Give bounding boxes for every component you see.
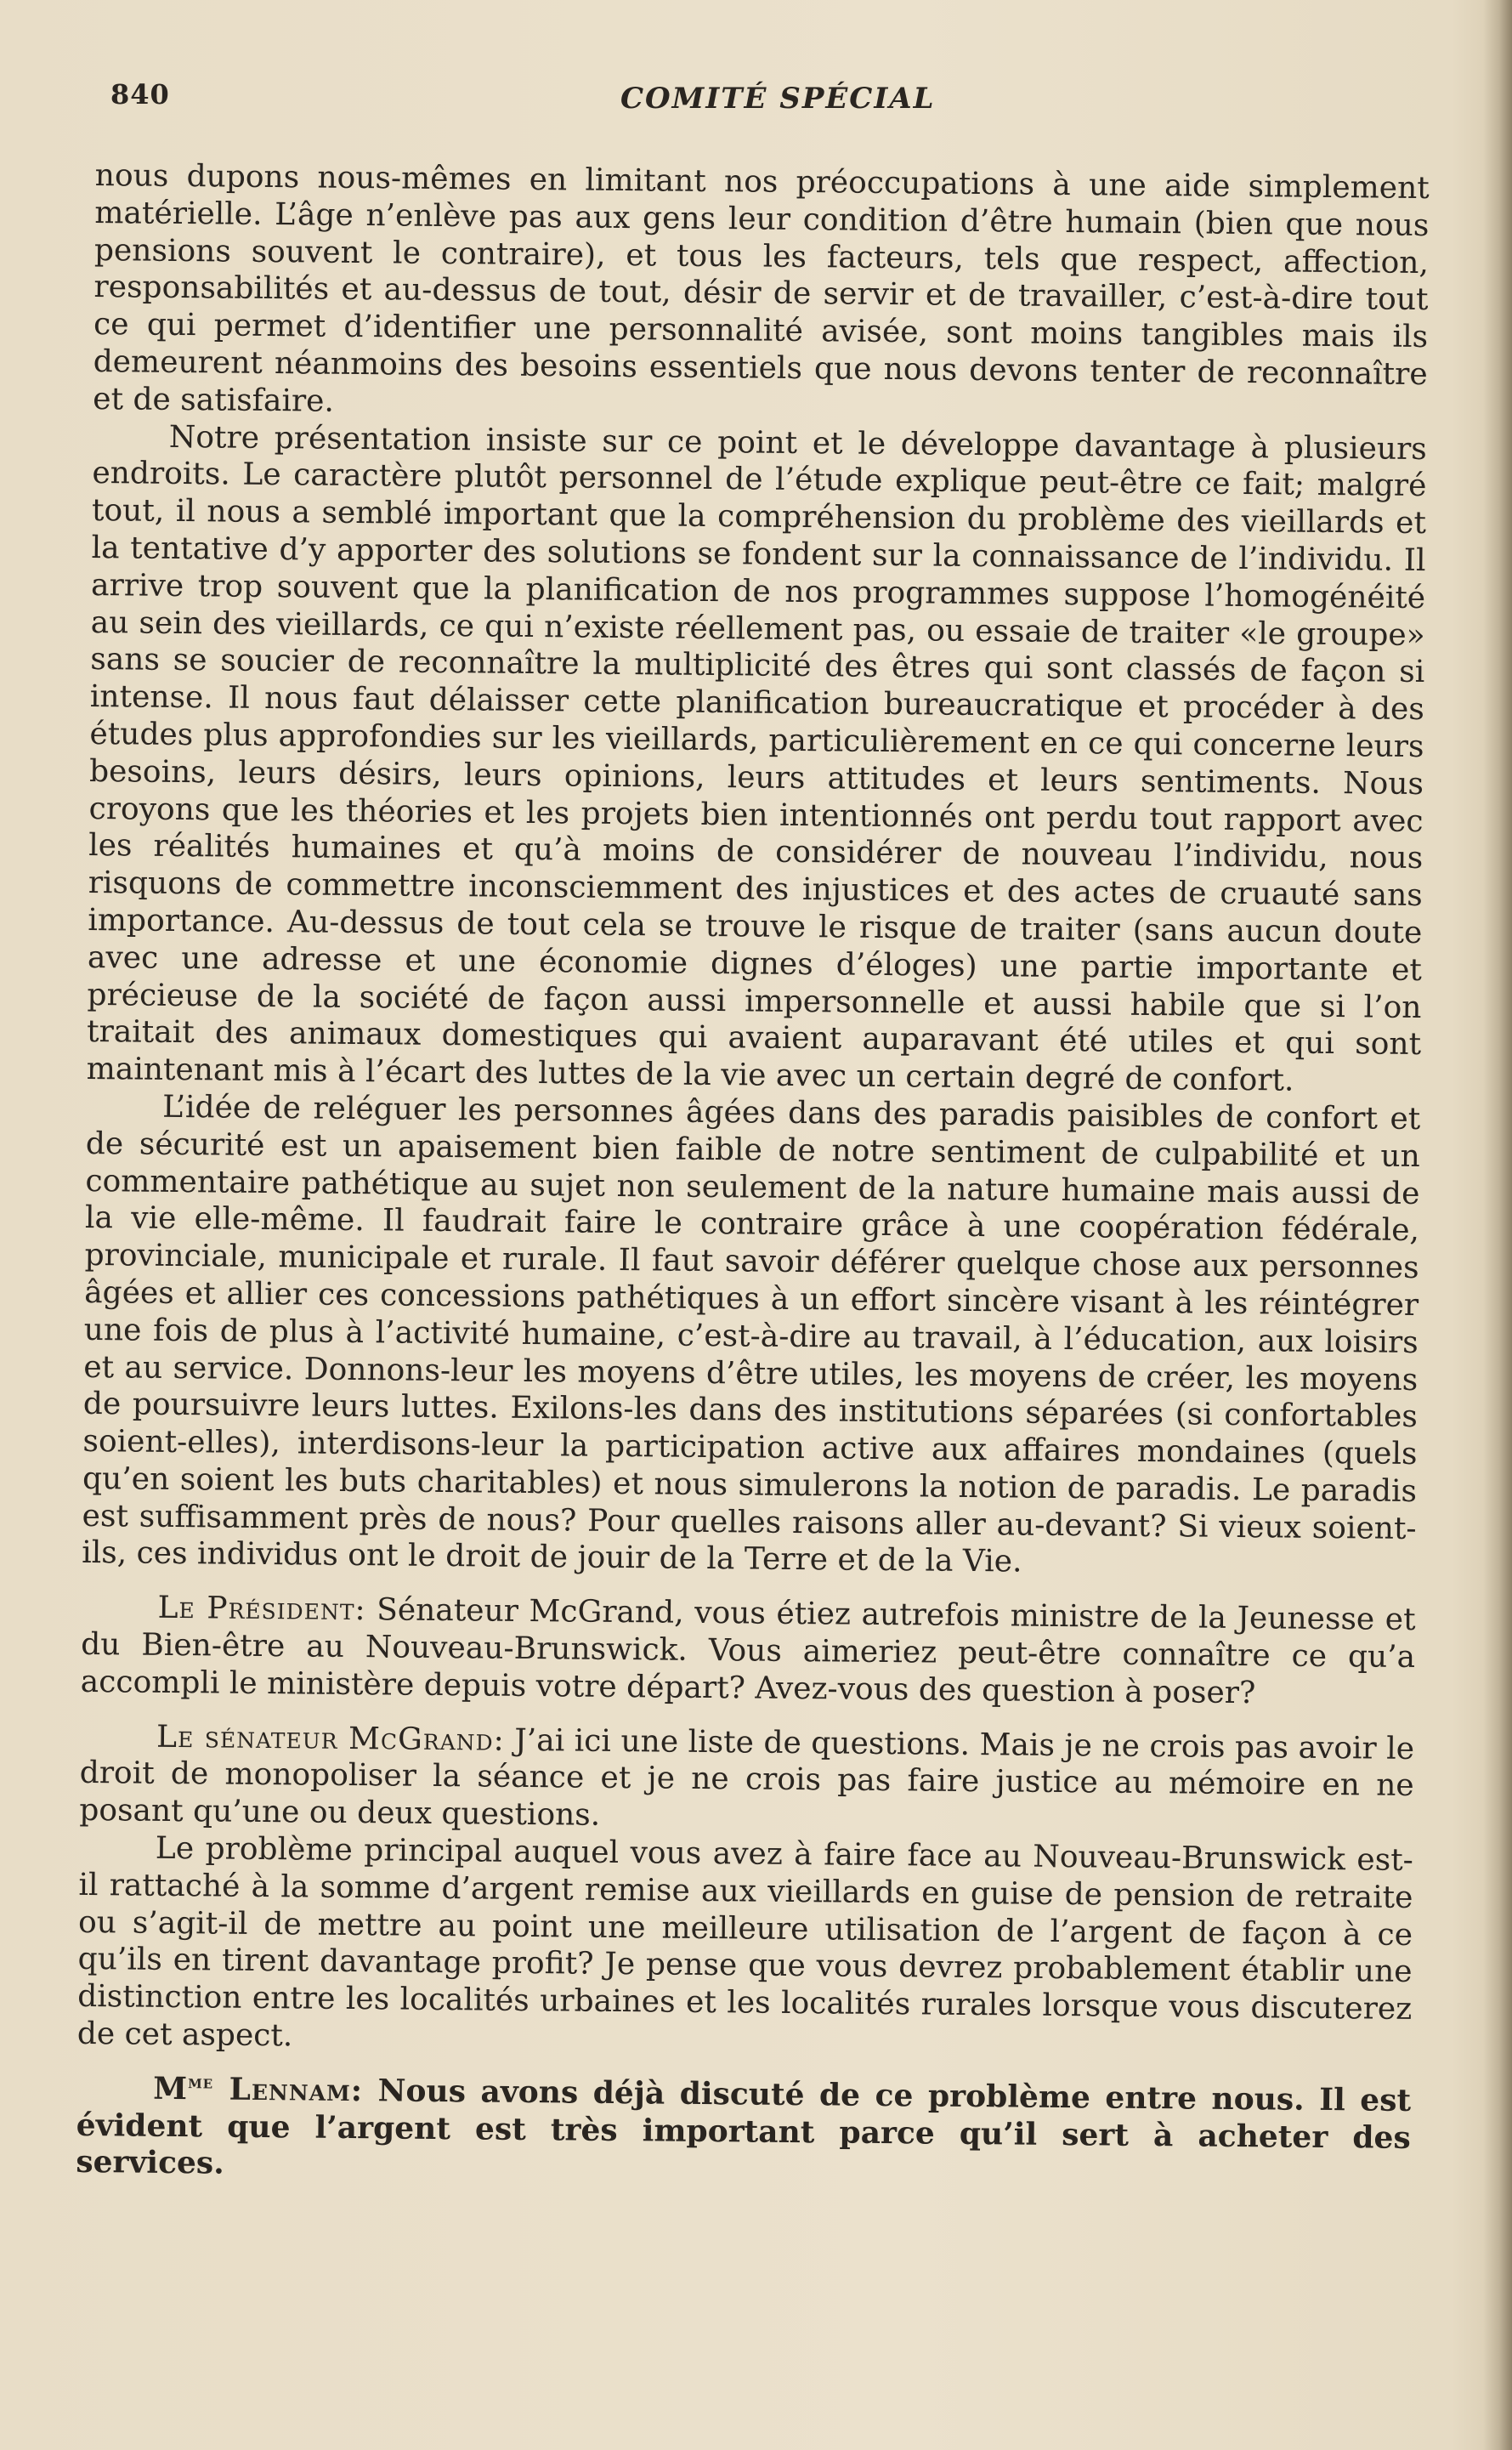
paragraph: Notre présentation insiste sur ce point et le développe davantage à plusieurs endroits. Le caractère plutôt personnel de l’étude explique peut-être ce fait; malgré tout, il nous a semblé important que la compréhension du problème des vieillards et la tentative d’y apporter des solutions se fondent sur la connaissance de l’individu. Il arrive trop souvent que la planification de nos programmes suppose l’homogénéité au sein des vieillards, ce qui n’existe réellement pas, ou essaie de traiter «le groupe» sans se soucier de reconnaître la multiplicité des êtres qui sont classés de façon si intense. Il nous faut délaisser cette planification bureaucratique et procéder à des études plus approfondies sur les vieillards, particulièrement en ce qui concerne leurs besoins, leurs désirs, leurs opinions, leurs attitudes et leurs sentiments. Nous croyons que les théories et les projets bien intentionnés ont perdu tout rapport avec les réalités humaines et qu’à moins de considérer de nouveau l’individu, nous risquons de commettre inconsciemment des injustices et des actes de cruauté sans importance. Au-dessus de tout cela se trouve le risque de traiter (sans aucun doute avec une adresse et une économie dignes d’éloges) une partie importante et précieuse de la société de façon aussi impersonnelle et aussi habile que si l’on traitait des animaux domestiques qui avaient auparavant été utiles et qui sont maintenant mis à l’écart des luttes de la vie avec un certain degré de confort. xyxy=(86,419,1427,1098)
speech-paragraph xyxy=(79,1718,1414,1842)
speaker-prefix: M xyxy=(152,2070,189,2107)
paragraph: L’idée de reléguer les personnes âgées dans des paradis paisibles de confort et de sécurité est un apaisement bien faible de notre sentiment de culpabilité et un commentaire pathétique au sujet non seulement de la nature humaine mais aussi de la vie elle-même. Il faudrait faire le contraire grâce à une coopération fédérale, provinciale, municipale et rurale. Il faut savoir déférer quelque chose aux personnes âgées et allier ces concessions pathétiques à un effort sincère visant à les réintégrer une fois de plus à l’activité humaine, c’est-à-dire au travail, à l’éducation, aux loisirs et au service. Donnons-leur les moyens d’être utiles, les moyens de créer, les moyens de poursuivre leurs luttes. Exilons-les dans des institutions séparées (si confortables soient-elles), interdisons-leur la participation active aux affaires mondaines (quels qu’en soient les buts charitables) et nous simulerons la notion de paradis. Le paradis est suffisamment près de nous? Pour quelles raisons aller au-devant? Si vieux soient-ils, ces individus ont le droit de jouir de la Terre et de la Vie. xyxy=(82,1089,1421,1580)
speech-text: Nous avons déjà discuté de ce problème entre nous. Il est évident que l’argent est très important parce qu’il sert à acheter des services. xyxy=(76,2073,1412,2182)
speaker-title-superscript: me xyxy=(188,2070,214,2094)
speech-text: Sénateur McGrand, vous étiez autrefois ministre de la Jeunesse et du Bien-être au Nouveau-Brunswick. Vous aimeriez peut-être connaître ce qu’a accompli le ministère depuis votre départ? Avez-vous des question à poser? xyxy=(80,1592,1416,1711)
speech-text: Le problème principal auquel vous avez à faire face au Nouveau-Brunswick est-il rattaché à la somme d’argent remise aux vieillards en guise de pension de retraite ou s’agit-il de mettre au point une meilleure utilisation de l’argent de façon à ce qu’ils en tirent davantage profit? Je pense que vous devrez probablement établir une distinction entre les localités urbaines et les localités rurales lorsque vous discuterez de cet aspect. xyxy=(76,1830,1414,2054)
running-title: COMITÉ SPÉCIAL xyxy=(620,82,936,116)
speaker-surname: Lennam: xyxy=(229,2071,364,2108)
speaker-name: Le Président: xyxy=(157,1591,366,1628)
speech-text: J’ai ici une liste de questions. Mais je ne crois pas avoir le droit de monopoliser la séance et je ne crois pas faire justice au mémoire en ne posant qu’une ou deux questions. xyxy=(79,1722,1415,1834)
page-edge-shadow xyxy=(1483,0,1512,2450)
running-header xyxy=(110,78,1436,129)
paragraph: nous dupons nous-mêmes en limitant nos préoccupations à une aide simplement matérielle. L’âge n’enlève pas aux gens leur condition d’être humain (bien que nous pensions souvent le contraire), et tous les facteurs, tels que respect, affection, responsabilités et au-dessus de tout, désir de servir et de travailler, c’est-à-dire tout ce qui permet d’identifier une personnalité avisée, sont moins tangibles mais ils demeurent néanmoins des besoins essentiels que nous devons tenter de reconnaître et de satisfaire. xyxy=(93,157,1430,419)
speech-paragraph xyxy=(81,1589,1416,1713)
speaker-name: Le sénateur McGrand: xyxy=(156,1719,506,1758)
body-text xyxy=(76,157,1430,2194)
speech-paragraph xyxy=(77,1829,1413,2066)
speaker-name xyxy=(153,2071,363,2108)
speech-paragraph xyxy=(76,2070,1411,2194)
page-number: 840 xyxy=(110,78,170,111)
